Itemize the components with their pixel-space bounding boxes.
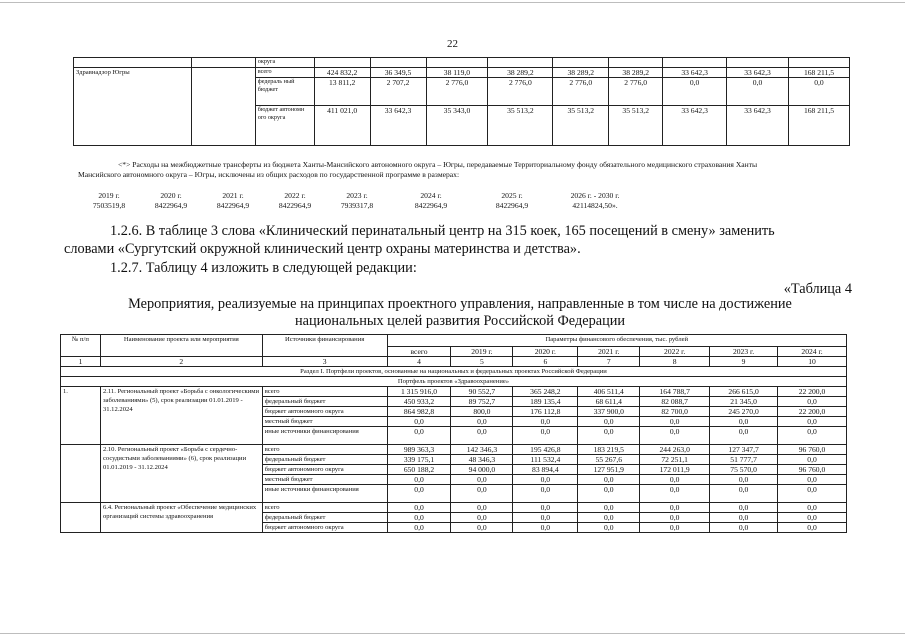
value-cell: 189 135,4 — [513, 397, 578, 407]
value-cell: 0,0 — [578, 485, 640, 503]
value-cell: 800,0 — [451, 407, 513, 417]
value-cell: 424 832,2 — [314, 68, 370, 78]
value-cell: 72 251,1 — [640, 455, 710, 465]
footnote-line-1: <*> Расходы на межбюджетные трансферты из бюджета Ханты-Мансийского автономного округа – Югры, передаваемые Территориальному фонду обязательного медицинского страхования Ханты — [118, 160, 758, 169]
source-cell: федеральный бюджет — [262, 513, 387, 523]
value-cell: 365 248,2 — [513, 387, 578, 397]
source-cell: бюджет автономного округа — [262, 407, 387, 417]
footnote-year-item: 2020 г. 8422964,9 — [154, 191, 188, 210]
value-cell: 0,0 — [778, 455, 847, 465]
value-cell: 33 642,3 — [727, 68, 789, 78]
source-cell: бюджет автономного округа — [262, 523, 387, 533]
paragraph-1-2-7: 1.2.7. Таблицу 4 изложить в следующей редакции: — [110, 260, 417, 276]
value-cell: 0,0 — [640, 503, 710, 513]
col-number: 5 — [451, 357, 513, 367]
source-cell: федераль ный бюджет — [255, 78, 314, 106]
value-cell: 0,0 — [451, 417, 513, 427]
project-name: 2.10. Региональный проект «Борьба с сердечно-сосудистыми заболеваниями» (6), срок реализации 01.01.2019 - 31.12.2024 — [100, 445, 262, 503]
source-cell: бюджет автономн ого округа — [255, 106, 314, 146]
value-cell: 864 982,8 — [387, 407, 451, 417]
value-cell: 0,0 — [451, 503, 513, 513]
footnote-years — [78, 191, 848, 211]
header-year: 2023 г. — [710, 347, 778, 357]
header-year: 2019 г. — [451, 347, 513, 357]
value-cell: 2 776,0 — [426, 78, 488, 106]
footnote-year-item: 2026 г. - 2030 г. 42114824,50». — [570, 191, 620, 210]
header-year: 2021 г. — [578, 347, 640, 357]
value-cell: 195 426,8 — [513, 445, 578, 455]
value-cell: 0,0 — [663, 78, 727, 106]
source-cell: местный бюджет — [262, 475, 387, 485]
source-cell: федеральный бюджет — [262, 455, 387, 465]
table-label: «Таблица 4 — [783, 281, 852, 297]
value-cell: 0,0 — [710, 503, 778, 513]
value-cell: 36 349,5 — [370, 68, 426, 78]
source-cell: местный бюджет — [262, 417, 387, 427]
header-name: Наименование проекта или мероприятия — [100, 335, 262, 357]
footnote-year-item: 2019 г. 7503519,8 — [92, 191, 126, 210]
value-cell: 0,0 — [387, 513, 451, 523]
value-cell: 168 211,5 — [788, 106, 849, 146]
value-cell: 0,0 — [640, 485, 710, 503]
value-cell: 0,0 — [778, 513, 847, 523]
value-cell: 0,0 — [451, 523, 513, 533]
value-cell: 0,0 — [387, 427, 451, 445]
value-cell: 35 513,2 — [609, 106, 663, 146]
projects-table — [60, 334, 847, 533]
value-cell: 406 511,4 — [578, 387, 640, 397]
value-cell: 96 760,0 — [778, 445, 847, 455]
value-cell: 650 188,2 — [387, 465, 451, 475]
value-cell: 22 200,0 — [778, 407, 847, 417]
paragraph-1-2-6: 1.2.6. В таблице 3 слова «Клинический перинатальный центр на 315 коек, 165 посещений в смену» заменить — [110, 223, 775, 239]
value-cell: 0,0 — [387, 523, 451, 533]
value-cell: 266 615,0 — [710, 387, 778, 397]
col-number: 7 — [578, 357, 640, 367]
value-cell: 0,0 — [387, 485, 451, 503]
col-number: 3 — [262, 357, 387, 367]
value-cell: 2 776,0 — [488, 78, 553, 106]
value-cell: 0,0 — [387, 503, 451, 513]
header-year: всего — [387, 347, 451, 357]
value-cell: 38 289,2 — [553, 68, 609, 78]
value-cell: 38 289,2 — [488, 68, 553, 78]
value-cell: 0,0 — [578, 475, 640, 485]
value-cell: 96 760,0 — [778, 465, 847, 475]
footnote-year-item: 2023 г. 7939317,8 — [340, 191, 374, 210]
paragraph-1-2-6-cont: словами «Сургутский окружной клинический центр охраны материнства и детства». — [64, 241, 581, 257]
value-cell: 0,0 — [640, 523, 710, 533]
continuation-table — [73, 57, 850, 146]
value-cell: 0,0 — [578, 427, 640, 445]
portfolio-title: Портфель проектов «Здравоохранение» — [61, 377, 847, 387]
value-cell: 35 513,2 — [488, 106, 553, 146]
value-cell: 0,0 — [640, 475, 710, 485]
value-cell: 0,0 — [778, 417, 847, 427]
col-number: 1 — [61, 357, 101, 367]
header-source: Источники финансирования — [262, 335, 387, 357]
value-cell: 0,0 — [451, 427, 513, 445]
value-cell: 339 175,1 — [387, 455, 451, 465]
value-cell: 94 000,0 — [451, 465, 513, 475]
footnote-line-2: Мансийского автономного округа – Югры, исключены из общих расходов по государственной программе в размерах: — [78, 170, 460, 179]
value-cell: 13 811,2 — [314, 78, 370, 106]
value-cell: 0,0 — [513, 485, 578, 503]
value-cell: 0,0 — [778, 503, 847, 513]
value-cell: 0,0 — [710, 523, 778, 533]
value-cell: 2 776,0 — [553, 78, 609, 106]
header-year: 2024 г. — [778, 347, 847, 357]
footnote-year-item: 2025 г. 8422964,9 — [495, 191, 529, 210]
value-cell: 0,0 — [451, 475, 513, 485]
col-number: 8 — [640, 357, 710, 367]
header-year: 2022 г. — [640, 347, 710, 357]
value-cell: 38 289,2 — [609, 68, 663, 78]
value-cell: 142 346,3 — [451, 445, 513, 455]
value-cell: 55 267,6 — [578, 455, 640, 465]
value-cell: 0,0 — [387, 475, 451, 485]
col-number: 9 — [710, 357, 778, 367]
table-title-line-2: национальных целей развития Российской Федерации — [294, 313, 626, 329]
value-cell: 51 777,7 — [710, 455, 778, 465]
header-year: 2020 г. — [513, 347, 578, 357]
value-cell: 0,0 — [513, 513, 578, 523]
value-cell: 176 112,8 — [513, 407, 578, 417]
source-cell: всего — [262, 445, 387, 455]
page-number: 22 — [447, 38, 458, 50]
value-cell: 21 345,0 — [710, 397, 778, 407]
source-cell: всего — [255, 68, 314, 78]
value-cell: 2 776,0 — [609, 78, 663, 106]
value-cell: 0,0 — [788, 78, 849, 106]
value-cell: 0,0 — [640, 513, 710, 523]
value-cell: 33 642,3 — [663, 68, 727, 78]
value-cell: 2 707,2 — [370, 78, 426, 106]
value-cell: 0,0 — [578, 523, 640, 533]
value-cell: 38 119,0 — [426, 68, 488, 78]
area-label: округа — [255, 58, 314, 68]
header-params: Параметры финансового обеспечения, тыс. рублей — [387, 335, 846, 347]
value-cell: 0,0 — [710, 513, 778, 523]
value-cell: 0,0 — [710, 475, 778, 485]
value-cell: 0,0 — [710, 427, 778, 445]
value-cell: 68 611,4 — [578, 397, 640, 407]
source-cell: бюджет автономного округа — [262, 465, 387, 475]
value-cell: 0,0 — [513, 523, 578, 533]
value-cell: 0,0 — [451, 513, 513, 523]
value-cell: 33 642,3 — [727, 106, 789, 146]
value-cell: 168 211,5 — [788, 68, 849, 78]
value-cell: 0,0 — [513, 417, 578, 427]
value-cell: 989 363,3 — [387, 445, 451, 455]
value-cell: 0,0 — [513, 475, 578, 485]
value-cell: 0,0 — [778, 427, 847, 445]
value-cell: 411 021,0 — [314, 106, 370, 146]
col-number: 10 — [778, 357, 847, 367]
value-cell: 183 219,5 — [578, 445, 640, 455]
value-cell: 245 270,0 — [710, 407, 778, 417]
value-cell: 0,0 — [451, 485, 513, 503]
program-name: Здравнадзор Югры — [74, 68, 192, 146]
value-cell: 0,0 — [640, 427, 710, 445]
value-cell: 75 570,0 — [710, 465, 778, 475]
col-number: 4 — [387, 357, 451, 367]
value-cell: 0,0 — [778, 397, 847, 407]
col-number: 6 — [513, 357, 578, 367]
section-title: Раздел I. Портфели проектов, основанные на национальных и федеральных проектах Российской Федерации — [61, 367, 847, 377]
value-cell: 48 346,3 — [451, 455, 513, 465]
value-cell: 22 200,0 — [778, 387, 847, 397]
value-cell: 89 752,7 — [451, 397, 513, 407]
project-no: 1. — [61, 387, 101, 445]
project-no — [61, 503, 101, 533]
source-cell: иные источники финансирования — [262, 427, 387, 445]
source-cell: всего — [262, 387, 387, 397]
source-cell: федеральный бюджет — [262, 397, 387, 407]
value-cell: 33 642,3 — [370, 106, 426, 146]
value-cell: 0,0 — [710, 485, 778, 503]
value-cell: 0,0 — [727, 78, 789, 106]
footnote-year-item: 2021 г. 8422964,9 — [216, 191, 250, 210]
value-cell: 82 700,0 — [640, 407, 710, 417]
value-cell: 0,0 — [578, 417, 640, 427]
value-cell: 164 788,7 — [640, 387, 710, 397]
col-number: 2 — [100, 357, 262, 367]
value-cell: 127 951,9 — [578, 465, 640, 475]
value-cell: 0,0 — [578, 513, 640, 523]
value-cell: 1 315 916,0 — [387, 387, 451, 397]
value-cell: 111 532,4 — [513, 455, 578, 465]
value-cell: 450 933,2 — [387, 397, 451, 407]
value-cell: 33 642,3 — [663, 106, 727, 146]
header-no: № п/п — [61, 335, 101, 357]
value-cell: 35 343,0 — [426, 106, 488, 146]
project-no — [61, 445, 101, 503]
value-cell: 0,0 — [387, 417, 451, 427]
value-cell: 35 513,2 — [553, 106, 609, 146]
value-cell: 244 263,0 — [640, 445, 710, 455]
project-name: 2.11. Региональный проект «Борьба с онкологическими заболеваниями» (5), срок реализации 01.01.2019 - 31.12.2024 — [100, 387, 262, 445]
value-cell: 83 894,4 — [513, 465, 578, 475]
value-cell: 127 347,7 — [710, 445, 778, 455]
value-cell: 0,0 — [640, 417, 710, 427]
value-cell: 0,0 — [778, 475, 847, 485]
source-cell: иные источники финансирования — [262, 485, 387, 503]
value-cell: 0,0 — [778, 523, 847, 533]
value-cell: 0,0 — [710, 417, 778, 427]
project-name: 6.4. Региональный проект «Обеспечение медицинских организаций системы здравоохранения — [100, 503, 262, 533]
value-cell: 337 900,0 — [578, 407, 640, 417]
source-cell: всего — [262, 503, 387, 513]
value-cell: 0,0 — [778, 485, 847, 503]
value-cell: 0,0 — [513, 427, 578, 445]
value-cell: 82 088,7 — [640, 397, 710, 407]
value-cell: 0,0 — [513, 503, 578, 513]
value-cell: 172 011,9 — [640, 465, 710, 475]
table-title-line-1: Мероприятия, реализуемые на принципах проектного управления, направленные в том числе на достижение — [128, 296, 792, 312]
value-cell: 90 552,7 — [451, 387, 513, 397]
footnote-year-item: 2024 г. 8422964,9 — [414, 191, 448, 210]
footnote-year-item: 2022 г. 8422964,9 — [278, 191, 312, 210]
value-cell: 0,0 — [578, 503, 640, 513]
